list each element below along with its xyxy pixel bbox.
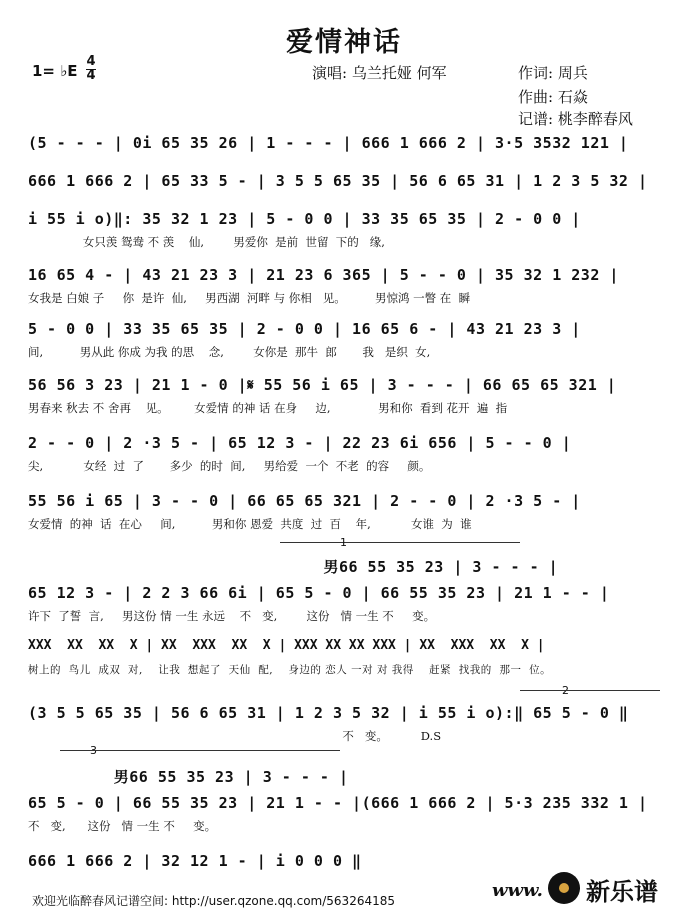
time-bottom: 4 <box>86 68 96 83</box>
lyric-line: 女我是 白娘 子 你 是许 仙, 男西湖 河畔 与 你相 见。 男惊鸿 一瞥 在 瞬 <box>28 291 471 305</box>
lyric-line: 男春来 秋去 不 舍再 见。 女爱情 的神 话 在身 边, 男和你 看到 花开 遍 指 <box>28 401 508 415</box>
lyric-line: 女爱情 的神 话 在心 间, 男和你 恩爱 共度 过 百 年, 女谁 为 谁 <box>28 517 472 531</box>
volta-bracket-1 <box>280 542 520 543</box>
composer-credit: 作曲: 石焱 <box>518 88 588 106</box>
lyric-line: 女只羡 鸳鸯 不 羡 仙, 男爱你 是前 世留 下的 缘, <box>28 235 385 249</box>
lyric-line: 不 变, 这份 情 一生 不 变。 <box>28 819 217 833</box>
rap-rhythm-row: XXX XX XX X | XX XXX XX X | XXX XX XX XXX | XX XXX XX X | <box>28 638 545 653</box>
site-logo <box>548 870 680 906</box>
score-row: i 55 i o)‖: 35 32 1 23 | 5 - 0 0 | 33 35 65 35 | 2 - 0 0 | <box>28 210 581 228</box>
song-title: 爱情神话 <box>286 27 402 58</box>
score-row: 56 56 3 23 | 21 1 - 0 |𝄋 55 56 i 65 | 3 - - - | 66 65 65 321 | <box>28 376 617 394</box>
time-top: 4 <box>86 54 96 69</box>
watermark-www: www. <box>492 880 543 901</box>
volta-1-label: 1 <box>340 536 347 549</box>
score-row: 666 1 666 2 | 32 12 1 - | i 0 0 0 ‖ <box>28 852 362 870</box>
score-row: (3 5 5 65 35 | 56 6 65 31 | 1 2 3 5 32 | i 55 i o):‖ 65 5 - 0 ‖ <box>28 704 629 722</box>
lyric-line: 许下 了誓 言, 男这份 情 一生 永远 不 变, 这份 情 一生 不 变。 <box>28 609 436 623</box>
volta-bracket-2 <box>520 690 660 691</box>
rap-lyric-line: 树上的 鸟儿 成双 对, 让我 想起了 天仙 配, 身边的 恋人 一对 对 我得 赶紧 找我的 那一 位。 <box>28 664 552 676</box>
singers-credit: 演唱: 乌兰托娅 何军 <box>312 64 447 82</box>
score-row: 65 5 - 0 | 66 55 35 23 | 21 1 - - |(666 1 666 2 | 5·3 235 332 1 | <box>28 794 648 812</box>
score-row: 16 65 4 - | 43 21 23 3 | 21 23 6 365 | 5 - - 0 | 35 32 1 232 | <box>28 266 619 284</box>
transcriber-credit: 记谱: 桃李醉春风 <box>518 110 633 128</box>
lyric-line: 不 变。 D.S <box>28 729 442 743</box>
lyric-line: 尖, 女经 过 了 多少 的时 间, 男给爱 一个 不老 的容 颜。 <box>28 459 431 473</box>
score-row: 2 - - 0 | 2 ·3 5 - | 65 12 3 - | 22 23 6i 656 | 5 - - 0 | <box>28 434 572 452</box>
score-row: 666 1 666 2 | 65 33 5 - | 3 5 5 65 35 | 56 6 65 31 | 1 2 3 5 32 | <box>28 172 648 190</box>
score-row: 5 - 0 0 | 33 35 65 35 | 2 - 0 0 | 16 65 6 - | 43 21 23 3 | <box>28 320 581 338</box>
score-row: 55 56 i 65 | 3 - - 0 | 66 65 65 321 | 2 - - 0 | 2 ·3 5 - | <box>28 492 581 510</box>
key-signature: 1= ♭E <box>32 62 78 80</box>
music-disc-icon <box>548 872 580 904</box>
score-row-upper-voice: 男66 55 35 23 | 3 - - - | <box>28 558 559 576</box>
lyric-line: 间, 男从此 你成 为我 的思 念, 女你是 那牛 郎 我 是织 女, <box>28 345 431 359</box>
volta-bracket-3 <box>60 750 340 751</box>
footer-text: 欢迎光临醉春风记谱空间: http://user.qzone.qq.com/563264185 <box>32 894 396 908</box>
score-row-upper-voice: 男66 55 35 23 | 3 - - - | <box>28 768 349 786</box>
score-row: (5 - - - | 0i 65 35 26 | 1 - - - | 666 1 666 2 | 3·5 3532 121 | <box>28 134 629 152</box>
score-row: 65 12 3 - | 2 2 3 66 6i | 65 5 - 0 | 66 55 35 23 | 21 1 - - | <box>28 584 610 602</box>
lyricist-credit: 作词: 周兵 <box>518 64 588 82</box>
logo-text: 新乐谱 <box>586 878 658 906</box>
time-signature <box>86 56 96 82</box>
